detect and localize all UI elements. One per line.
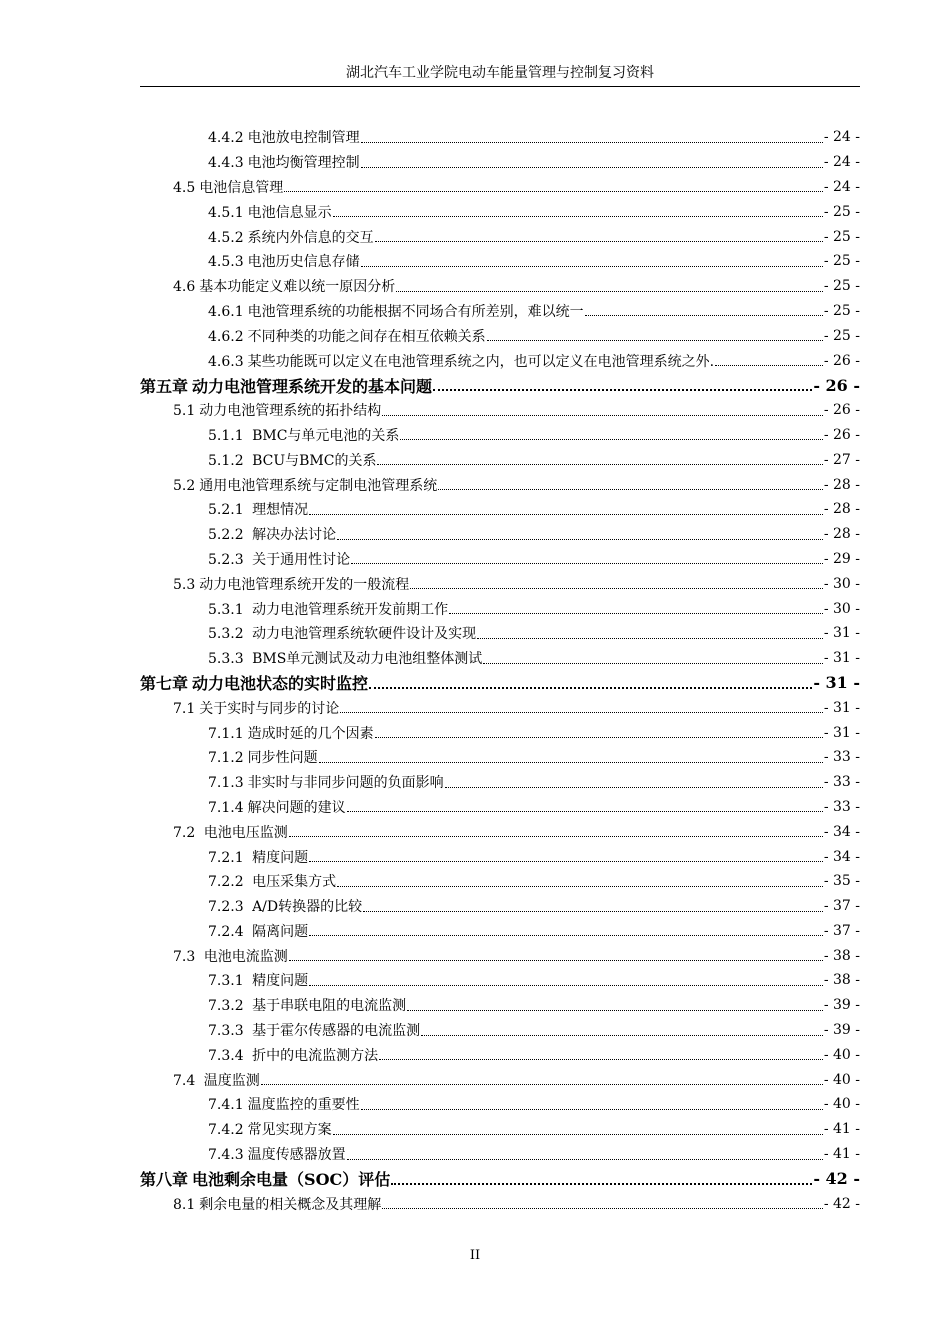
toc-entry-number: 5.1 [173, 403, 196, 420]
toc-entry-title [208, 425, 399, 445]
toc-entry-text: 电压采集方式 [247, 874, 337, 891]
dot-leader [261, 1084, 823, 1085]
dot-leader [391, 1183, 812, 1185]
toc-entry-number: 7.3.4 [208, 1047, 244, 1064]
toc-entry[interactable] [140, 423, 860, 448]
toc-entry-number: 7.1.3 [208, 775, 244, 792]
toc-entry-title [208, 1119, 332, 1139]
toc-entry-number: 5.3.1 [208, 601, 244, 618]
toc-entry-page: - 30 - [823, 575, 860, 592]
dot-leader [377, 464, 822, 465]
toc-entry-title [208, 995, 406, 1015]
toc-entry-number: 4.6.1 [208, 303, 244, 320]
toc-entry-text: 不同种类的功能之间存在相互依赖关系 [247, 328, 486, 345]
toc-entry-text: 温度监控的重要性 [247, 1097, 360, 1114]
toc-entry-page: - 31 - [823, 625, 860, 642]
toc-entry-number: 第七章 [140, 674, 189, 694]
toc-entry-text: A/D转换器的比较 [247, 899, 363, 916]
toc-entry-title [173, 822, 288, 842]
toc-entry-text: 动力电池管理系统开发的一般流程 [199, 576, 410, 593]
dot-leader [337, 886, 823, 887]
toc-entry[interactable] [140, 274, 860, 299]
toc-entry-number: 7.4.1 [208, 1097, 244, 1114]
toc-entry-title [208, 797, 346, 817]
toc-entry-text: 电池信息显示 [247, 204, 332, 221]
toc-entry-text: 电池放电控制管理 [247, 130, 360, 147]
toc-entry-page: - 33 - [823, 774, 860, 791]
toc-entry-title [208, 202, 332, 222]
toc-entry-title [140, 374, 432, 397]
toc-entry-number: 4.5.3 [208, 254, 244, 271]
toc-entry-title [208, 599, 448, 619]
toc-entry-text: 精度问题 [247, 849, 309, 866]
toc-entry-text: 温度监测 [199, 1072, 260, 1089]
toc-entry-title [208, 896, 362, 916]
toc-entry-title [173, 946, 288, 966]
dot-leader [361, 167, 823, 168]
toc-entry-page: - 38 - [823, 972, 860, 989]
toc-entry[interactable] [140, 348, 860, 373]
toc-chapter-entry[interactable] [140, 1166, 860, 1191]
toc-entry[interactable] [140, 249, 860, 274]
toc-entry-page: - 25 - [823, 327, 860, 344]
toc-entry-text: 系统内外信息的交互 [247, 229, 374, 246]
toc-entry-number: 5.2 [173, 477, 196, 494]
toc-entry-page: - 40 - [823, 1096, 860, 1113]
toc-entry-number: 7.2.2 [208, 874, 244, 891]
dot-leader [433, 389, 812, 391]
toc-entry[interactable] [140, 993, 860, 1018]
toc-entry-text: 通用电池管理系统与定制电池管理系统 [199, 477, 438, 494]
toc-entry-number: 5.2.1 [208, 502, 244, 519]
toc-entry-number: 7.4.2 [208, 1122, 244, 1139]
toc-entry-page: - 28 - [823, 476, 860, 493]
toc-entry[interactable] [140, 571, 860, 596]
toc-entry[interactable] [140, 398, 860, 423]
toc-entry-text: 电池历史信息存储 [247, 254, 360, 271]
toc-entry-text: 电池均衡管理控制 [247, 155, 360, 172]
toc-entry-title [208, 1094, 360, 1114]
toc-entry-text: 电池管理系统的功能根据不同场合有所差别，难以统一 [247, 303, 584, 320]
page-number: II [469, 1248, 481, 1263]
toc-entry-number: 8.1 [173, 1196, 196, 1213]
dot-leader [337, 539, 823, 540]
toc-entry[interactable] [140, 1092, 860, 1117]
toc-entry-page: - 26 - [813, 375, 860, 395]
toc-entry[interactable] [140, 919, 860, 944]
toc-entry-text: 解决办法讨论 [247, 527, 337, 544]
toc-entry-text: 基于串联电阻的电流监测 [247, 998, 407, 1015]
dot-leader [309, 514, 823, 515]
toc-entry-text: 电池电压监测 [199, 824, 288, 841]
toc-entry[interactable] [140, 150, 860, 175]
toc-entry-text: 某些功能既可以定义在电池管理系统之内，也可以定义在电池管理系统之外. [247, 353, 715, 370]
toc-entry-text: 电池电流监测 [199, 948, 288, 965]
table-of-contents [140, 125, 860, 1216]
toc-entry-text: 基本功能定义难以统一原因分析 [199, 279, 396, 296]
toc-entry-page: - 28 - [823, 501, 860, 518]
dot-leader [715, 365, 823, 366]
dot-leader [309, 985, 823, 986]
toc-entry[interactable] [140, 323, 860, 348]
toc-entry-number: 5.3 [173, 576, 196, 593]
dot-leader [396, 291, 823, 292]
toc-entry-title [208, 648, 482, 668]
toc-entry-number: 7.4.3 [208, 1147, 244, 1164]
dot-leader [361, 266, 823, 267]
toc-entry-title [208, 747, 318, 767]
toc-entry[interactable] [140, 869, 860, 894]
toc-entry-text: 动力电池管理系统软硬件设计及实现 [247, 626, 477, 643]
toc-entry-title [140, 671, 368, 694]
toc-entry-title [208, 871, 336, 891]
dot-leader [333, 216, 823, 217]
toc-entry[interactable] [140, 745, 860, 770]
dot-leader [363, 911, 823, 912]
toc-entry[interactable] [140, 894, 860, 919]
toc-entry-title [140, 1167, 390, 1190]
dot-leader [407, 1010, 823, 1011]
dot-leader [347, 1159, 823, 1160]
toc-entry-title [208, 301, 584, 321]
toc-entry[interactable] [140, 497, 860, 522]
toc-entry-page: - 40 - [823, 1046, 860, 1063]
toc-entry-number: 7.3.1 [208, 973, 244, 990]
toc-entry-number: 5.1.1 [208, 427, 244, 444]
toc-entry-page: - 24 - [823, 129, 860, 146]
toc-entry-number: 7.4 [173, 1072, 196, 1089]
toc-entry[interactable] [140, 1018, 860, 1043]
toc-entry-title [173, 1194, 381, 1214]
toc-entry-title [208, 251, 360, 271]
toc-entry-page: - 25 - [823, 253, 860, 270]
dot-leader [351, 563, 823, 564]
dot-leader [483, 663, 823, 664]
dot-leader [289, 960, 823, 961]
toc-entry-number: 7.2 [173, 824, 196, 841]
toc-entry[interactable] [140, 795, 860, 820]
toc-entry-title [173, 177, 283, 197]
toc-entry-page: - 25 - [823, 302, 860, 319]
header-rule [140, 86, 860, 87]
toc-entry-page: - 38 - [823, 947, 860, 964]
toc-entry-page: - 24 - [823, 154, 860, 171]
dot-leader [361, 142, 823, 143]
toc-entry-page: - 37 - [823, 922, 860, 939]
toc-entry[interactable] [140, 968, 860, 993]
toc-entry-page: - 28 - [823, 526, 860, 543]
toc-entry[interactable] [140, 125, 860, 150]
toc-entry-number: 4.6.3 [208, 353, 244, 370]
toc-entry-page: - 29 - [823, 550, 860, 567]
toc-entry-number: 7.1.2 [208, 750, 244, 767]
toc-entry-number: 5.3.3 [208, 651, 244, 668]
dot-leader [375, 737, 823, 738]
dot-leader [379, 1059, 823, 1060]
toc-entry-title [208, 921, 308, 941]
toc-entry-page: - 42 - [813, 1169, 860, 1189]
running-header: 湖北汽车工业学院电动车能量管理与控制复习资料 [346, 65, 654, 81]
toc-entry-text: 电池信息管理 [199, 179, 284, 196]
toc-entry[interactable] [140, 447, 860, 472]
toc-entry-page: - 26 - [823, 402, 860, 419]
toc-entry-title [208, 847, 308, 867]
toc-entry-title [173, 698, 339, 718]
toc-entry-page: - 39 - [823, 1022, 860, 1039]
toc-entry-title [208, 970, 308, 990]
toc-entry-page: - 37 - [823, 898, 860, 915]
toc-entry-text: 剩余电量的相关概念及其理解 [199, 1196, 382, 1213]
toc-entry-number: 7.1.4 [208, 799, 244, 816]
toc-entry-text: 动力电池状态的实时监控 [192, 674, 369, 694]
toc-entry-page: - 34 - [823, 823, 860, 840]
toc-entry-page: - 33 - [823, 798, 860, 815]
toc-entry-text: 解决问题的建议 [247, 799, 346, 816]
toc-entry-title [208, 524, 336, 544]
toc-entry-page: - 39 - [823, 997, 860, 1014]
toc-entry-page: - 25 - [823, 278, 860, 295]
dot-leader [361, 1109, 823, 1110]
toc-entry-text: BMS单元测试及动力电池组整体测试 [247, 651, 483, 668]
toc-entry-page: - 27 - [823, 451, 860, 468]
dot-leader [477, 638, 823, 639]
dot-leader [400, 439, 822, 440]
toc-entry-page: - 31 - [813, 673, 860, 693]
toc-entry-number: 7.1 [173, 700, 196, 717]
toc-entry-title [208, 723, 374, 743]
toc-entry[interactable] [140, 522, 860, 547]
toc-entry-page: - 31 - [823, 650, 860, 667]
toc-entry-title [208, 152, 360, 172]
toc-entry-title [208, 1144, 346, 1164]
toc-entry-text: 电池剩余电量（SOC）评估 [192, 1170, 391, 1190]
dot-leader [445, 787, 823, 788]
toc-entry-number: 4.4.3 [208, 155, 244, 172]
toc-entry-number: 7.3.2 [208, 998, 244, 1015]
toc-entry-page: - 25 - [823, 203, 860, 220]
toc-entry-page: - 31 - [823, 699, 860, 716]
toc-entry-page: - 41 - [823, 1146, 860, 1163]
toc-entry-title [208, 127, 360, 147]
toc-entry-number: 7.2.1 [208, 849, 244, 866]
toc-entry[interactable] [140, 1142, 860, 1167]
toc-entry-number: 7.2.3 [208, 899, 244, 916]
dot-leader [369, 687, 812, 689]
toc-entry-title [208, 499, 308, 519]
toc-entry-text: 温度传感器放置 [247, 1147, 346, 1164]
dot-leader [340, 712, 823, 713]
toc-entry-text: 关于实时与同步的讨论 [199, 700, 340, 717]
toc-entry[interactable] [140, 547, 860, 572]
toc-entry[interactable] [140, 472, 860, 497]
toc-entry-title [173, 400, 381, 420]
dot-leader [333, 1134, 823, 1135]
dot-leader [585, 315, 823, 316]
dot-leader [375, 241, 823, 242]
toc-entry-page: - 41 - [823, 1121, 860, 1138]
toc-entry-number: 5.2.2 [208, 527, 244, 544]
toc-entry-text: 理想情况 [247, 502, 309, 519]
toc-entry-title [208, 450, 376, 470]
toc-entry[interactable] [140, 646, 860, 671]
toc-entry-title [208, 351, 714, 371]
toc-entry-number: 4.5 [173, 179, 196, 196]
toc-entry-title [208, 227, 374, 247]
toc-entry-number: 第五章 [140, 376, 189, 396]
toc-entry-title [173, 1070, 260, 1090]
dot-leader [382, 415, 823, 416]
toc-entry[interactable] [140, 1117, 860, 1142]
toc-entry-text: 动力电池管理系统开发前期工作 [247, 601, 449, 618]
toc-entry-number: 7.2.4 [208, 923, 244, 940]
toc-entry-title [208, 772, 444, 792]
toc-entry-text: 非实时与非同步问题的负面影响 [247, 775, 444, 792]
toc-entry[interactable] [140, 720, 860, 745]
dot-leader [347, 811, 823, 812]
toc-entry-title [208, 549, 350, 569]
toc-entry-number: 7.3.3 [208, 1023, 244, 1040]
toc-chapter-entry[interactable] [140, 671, 860, 696]
toc-entry[interactable] [140, 199, 860, 224]
toc-entry[interactable] [140, 1067, 860, 1092]
toc-entry-title [208, 1020, 420, 1040]
toc-entry-number: 4.6 [173, 279, 196, 296]
toc-entry[interactable] [140, 1191, 860, 1216]
toc-entry[interactable] [140, 621, 860, 646]
toc-entry-text: 隔离问题 [247, 923, 309, 940]
dot-leader [410, 588, 823, 589]
toc-entry-title [208, 623, 476, 643]
toc-entry-page: - 42 - [823, 1195, 860, 1212]
toc-entry-title [173, 276, 395, 296]
toc-entry-text: 同步性问题 [247, 750, 318, 767]
dot-leader [319, 762, 823, 763]
toc-entry-text: 常见实现方案 [247, 1122, 332, 1139]
dot-leader [449, 613, 823, 614]
toc-entry-text: BCU与BMC的关系 [247, 452, 377, 469]
dot-leader [284, 191, 823, 192]
toc-entry-text: 动力电池管理系统的拓扑结构 [199, 403, 382, 420]
toc-entry-page: - 40 - [823, 1071, 860, 1088]
toc-entry[interactable] [140, 695, 860, 720]
toc-entry-page: - 26 - [823, 426, 860, 443]
toc-entry[interactable] [140, 299, 860, 324]
toc-entry-number: 5.3.2 [208, 626, 244, 643]
toc-entry[interactable] [140, 844, 860, 869]
toc-entry[interactable] [140, 1042, 860, 1067]
toc-entry-number: 4.4.2 [208, 130, 244, 147]
toc-entry[interactable] [140, 943, 860, 968]
toc-entry[interactable] [140, 175, 860, 200]
toc-entry-title [173, 475, 437, 495]
dot-leader [487, 340, 823, 341]
dot-leader [382, 1208, 823, 1209]
toc-entry-page: - 34 - [823, 848, 860, 865]
toc-entry-number: 4.5.2 [208, 229, 244, 246]
dot-leader [289, 836, 823, 837]
dot-leader [438, 489, 823, 490]
toc-entry[interactable] [140, 819, 860, 844]
dot-leader [421, 1035, 823, 1036]
toc-entry-title [208, 1045, 378, 1065]
toc-entry-page: - 26 - [823, 352, 860, 369]
toc-entry-text: 动力电池管理系统开发的基本问题 [192, 376, 433, 396]
toc-entry-page: - 25 - [823, 228, 860, 245]
dot-leader [309, 935, 823, 936]
toc-entry-number: 第八章 [140, 1170, 189, 1190]
toc-entry-text: BMC与单元电池的关系 [247, 427, 400, 444]
toc-entry-number: 7.3 [173, 948, 196, 965]
toc-entry-page: - 35 - [823, 873, 860, 890]
toc-entry-number: 4.6.2 [208, 328, 244, 345]
toc-entry[interactable] [140, 224, 860, 249]
toc-entry-number: 5.2.3 [208, 551, 244, 568]
toc-entry[interactable] [140, 596, 860, 621]
toc-entry-text: 造成时延的几个因素 [247, 725, 374, 742]
toc-entry-number: 4.5.1 [208, 204, 244, 221]
toc-entry-text: 关于通用性讨论 [247, 551, 351, 568]
toc-entry-title [208, 326, 486, 346]
toc-entry-text: 精度问题 [247, 973, 309, 990]
toc-chapter-entry[interactable] [140, 373, 860, 398]
toc-entry-page: - 30 - [823, 600, 860, 617]
toc-entry-page: - 24 - [823, 178, 860, 195]
toc-entry-text: 基于霍尔传感器的电流监测 [247, 1023, 421, 1040]
toc-entry-number: 7.1.1 [208, 725, 244, 742]
toc-entry[interactable] [140, 770, 860, 795]
toc-entry-title [173, 574, 409, 594]
toc-entry-text: 折中的电流监测方法 [247, 1047, 379, 1064]
toc-entry-page: - 33 - [823, 749, 860, 766]
dot-leader [309, 861, 823, 862]
toc-entry-number: 5.1.2 [208, 452, 244, 469]
toc-entry-page: - 31 - [823, 724, 860, 741]
